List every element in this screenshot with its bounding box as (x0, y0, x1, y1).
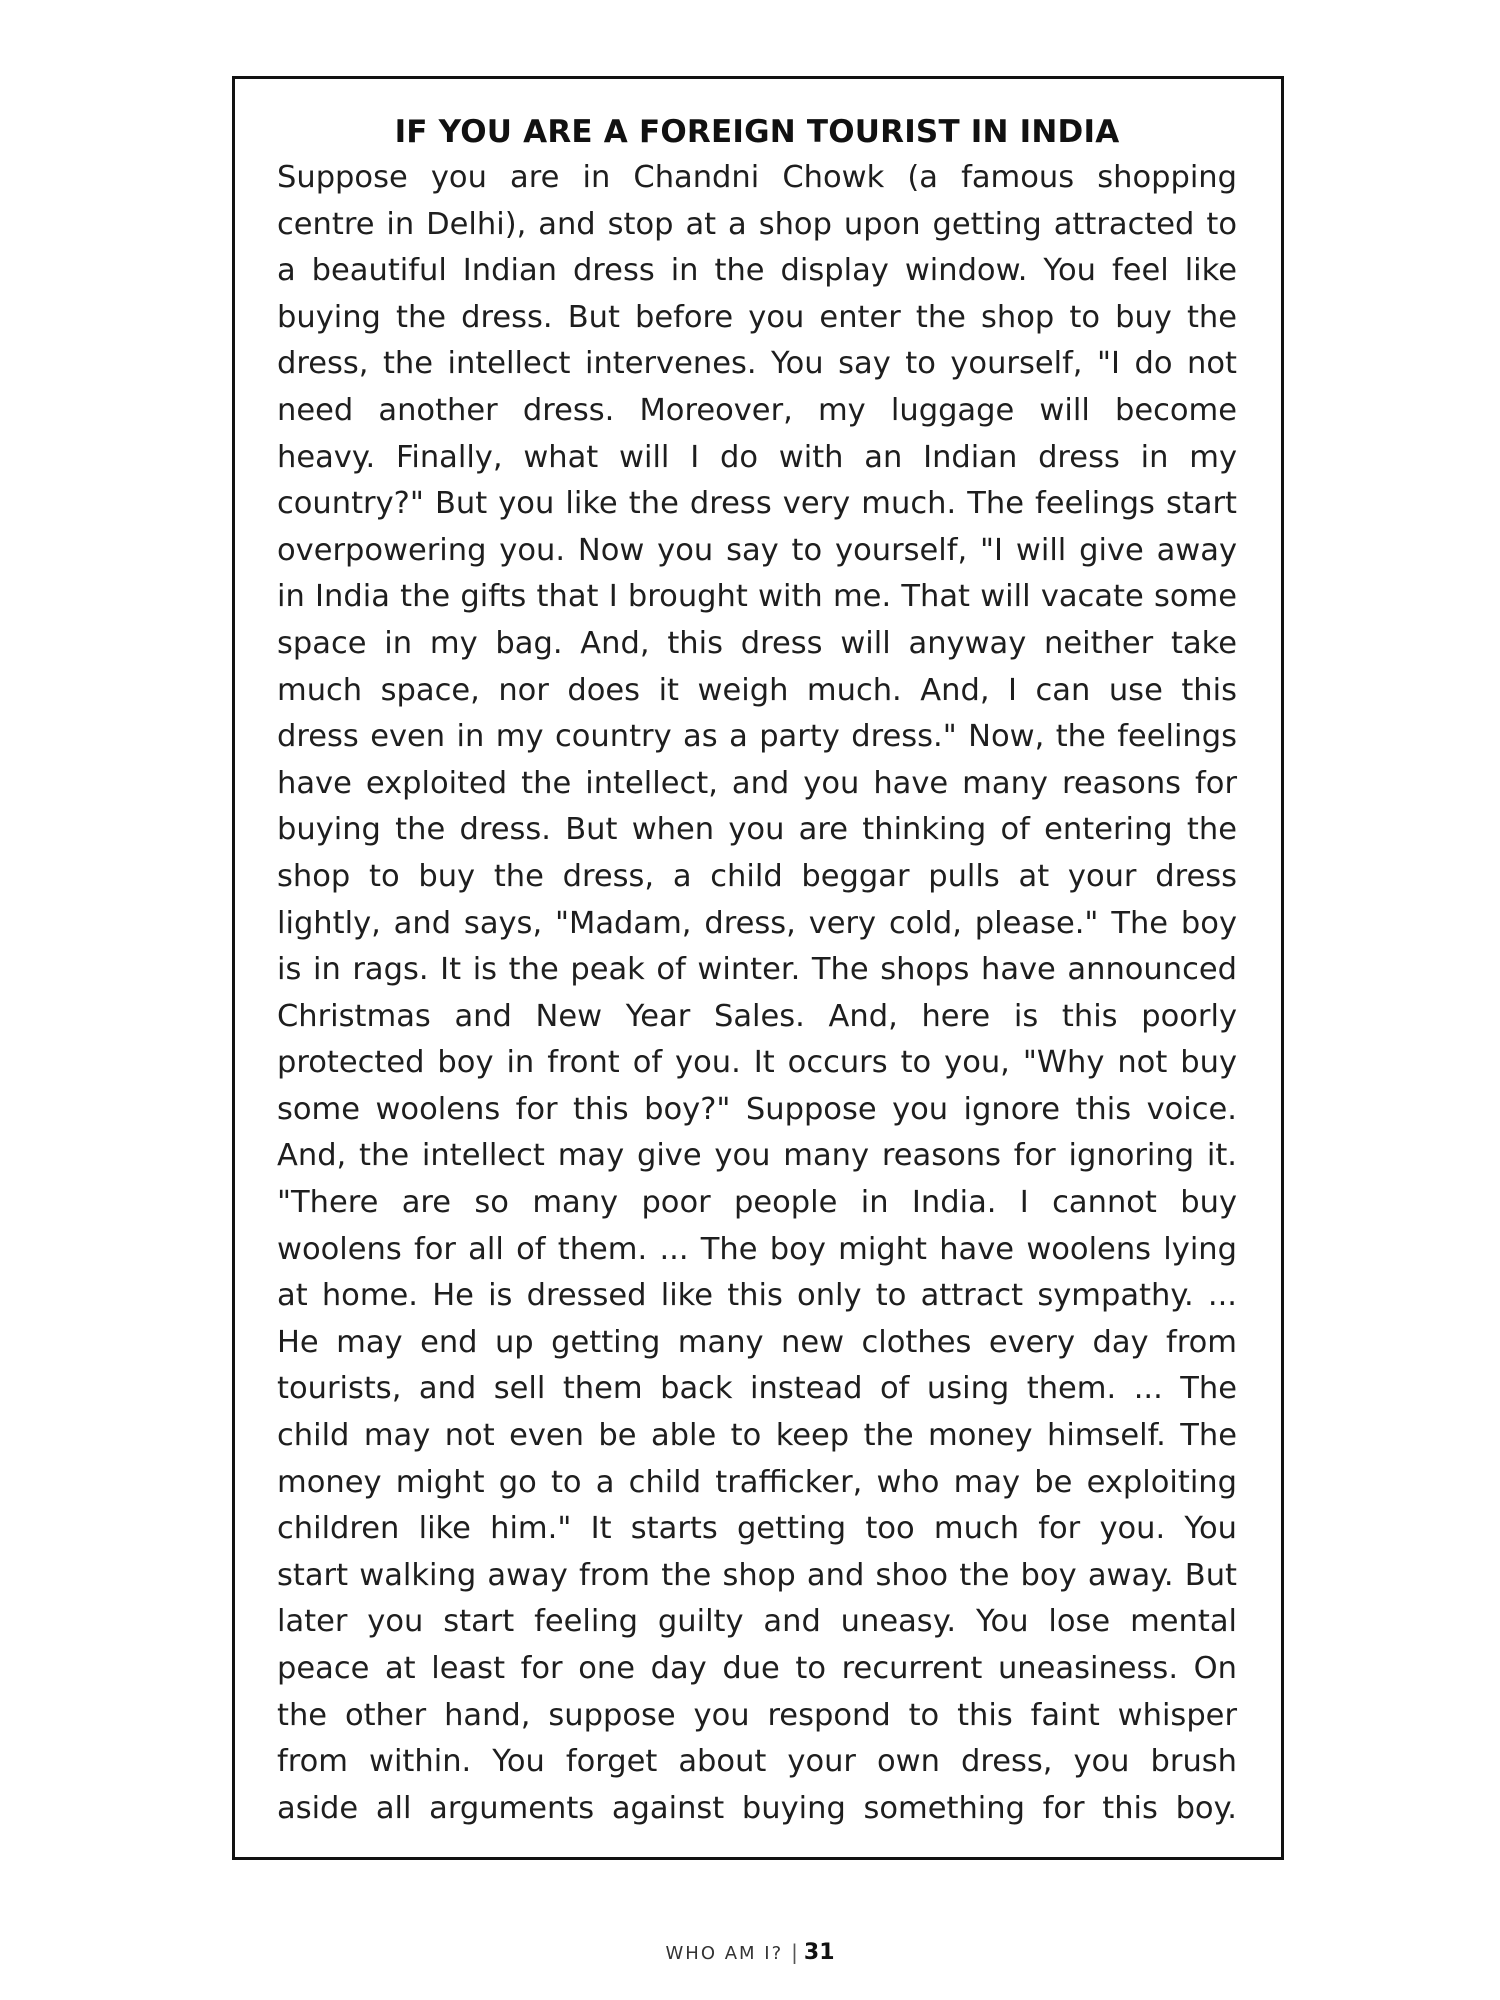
text-line: Christmas and New Year Sales. And, here is this poorly (277, 998, 1237, 1034)
footer-separator: | (791, 1940, 798, 1964)
text-line: start walking away from the shop and shoo the boy away. But (277, 1557, 1237, 1593)
text-line: some woolens for this boy?" Suppose you ignore this voice. (277, 1091, 1237, 1127)
text-line: dress, the intellect intervenes. You say to yourself, "I do not (277, 346, 1237, 382)
text-line: dress even in my country as a party dress." Now, the feelings (277, 719, 1237, 755)
text-line: tourists, and sell them back instead of using them. ... The (277, 1371, 1237, 1407)
text-line: have exploited the intellect, and you have many reasons for (277, 765, 1237, 801)
text-line: money might go to a child trafficker, who may be exploiting (277, 1464, 1237, 1500)
text-line: He may end up getting many new clothes every day from (277, 1324, 1237, 1360)
text-line: "There are so many poor people in India. I cannot buy (277, 1185, 1237, 1221)
text-line: And, the intellect may give you many reasons for ignoring it. (277, 1138, 1237, 1174)
text-line: protected boy in front of you. It occurs to you, "Why not buy (277, 1045, 1237, 1081)
text-line: later you start feeling guilty and uneasy. You lose mental (277, 1604, 1237, 1640)
running-head: WHO AM I? (665, 1943, 784, 1964)
text-line: from within. You forget about your own dress, you brush (277, 1744, 1237, 1780)
section-heading: IF YOU ARE A FOREIGN TOURIST IN INDIA (394, 114, 1120, 150)
text-line: a beautiful Indian dress in the display window. You feel like (277, 253, 1237, 289)
text-line: buying the dress. But when you are thinking of entering the (277, 812, 1237, 848)
text-line: is in rags. It is the peak of winter. The shops have announced (277, 952, 1237, 988)
page-number: 31 (803, 1940, 835, 1965)
text-line: centre in Delhi), and stop at a shop upon getting attracted to (277, 206, 1237, 242)
text-line: space in my bag. And, this dress will anyway neither take (277, 625, 1237, 661)
text-line: child may not even be able to keep the money himself. The (277, 1418, 1237, 1454)
text-line: overpowering you. Now you say to yourself, "I will give away (277, 532, 1237, 568)
text-line: at home. He is dressed like this only to attract sympathy. ... (277, 1278, 1237, 1314)
text-line: woolens for all of them. ... The boy might have woolens lying (277, 1231, 1237, 1267)
text-line: shop to buy the dress, a child beggar pulls at your dress (277, 858, 1237, 894)
text-line: lightly, and says, "Madam, dress, very cold, please." The boy (277, 905, 1237, 941)
page-footer (0, 1940, 1500, 1965)
text-line: children like him." It starts getting too much for you. You (277, 1511, 1237, 1547)
text-line: Suppose you are in Chandni Chowk (a famous shopping (277, 160, 1237, 195)
text-line: peace at least for one day due to recurrent uneasiness. On (277, 1651, 1237, 1686)
text-line: buying the dress. But before you enter the shop to buy the (277, 299, 1237, 335)
boxed-section (232, 76, 1284, 1860)
text-line: aside all arguments against buying something for this boy. (277, 1790, 1237, 1826)
text-line: need another dress. Moreover, my luggage will become (277, 392, 1237, 428)
body-paragraph (277, 155, 1237, 1832)
text-line: country?" But you like the dress very much. The feelings start (277, 486, 1237, 522)
text-line: heavy. Finally, what will I do with an Indian dress in my (277, 439, 1237, 475)
text-line: in India the gifts that I brought with me. That will vacate some (277, 579, 1237, 615)
text-line: the other hand, suppose you respond to this faint whisper (277, 1697, 1237, 1733)
text-line: much space, nor does it weigh much. And, I can use this (277, 672, 1237, 708)
